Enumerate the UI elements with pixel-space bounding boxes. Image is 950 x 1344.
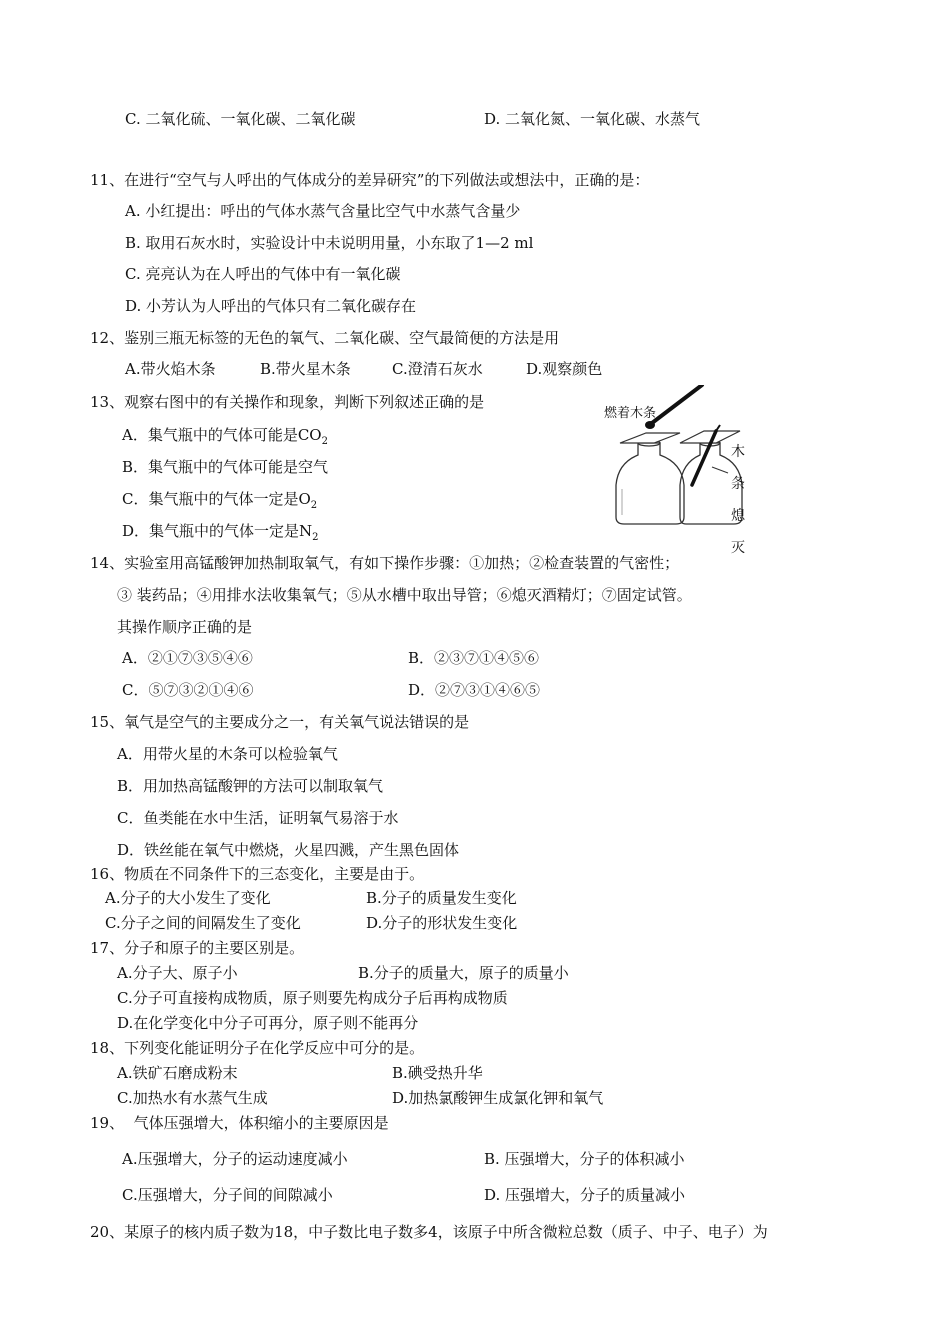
q18-stem: 18、下列变化能证明分子在化学反应中可分的是。	[90, 1039, 425, 1057]
q16-option-d: D.分子的形状发生变化	[366, 914, 518, 932]
q16-option-c: C.分子之间的间隔发生了变化	[105, 914, 301, 932]
q19-option-b: B. 压强增大，分子的体积减小	[484, 1150, 685, 1168]
q20-stem: 20、某原子的核内质子数为18，中子数比电子数多4，该原子中所含微粒总数（质子、中子、电子）为	[90, 1223, 768, 1241]
q14-stem-line3: 其操作顺序正确的是	[117, 618, 253, 636]
q16-option-a: A.分子的大小发生了变化	[105, 889, 271, 907]
q17-option-d: D.在化学变化中分子可再分，原子则不能再分	[117, 1014, 419, 1032]
q10-option-d: D. 二氧化氮、一氧化碳、水蒸气	[484, 110, 701, 128]
q18-option-a: A.铁矿石磨成粉末	[117, 1064, 238, 1082]
q16-option-b: B.分子的质量发生变化	[366, 889, 517, 907]
q11-option-d: D. 小芳认为人呼出的气体只有二氧化碳存在	[125, 297, 417, 315]
subscript: 2	[310, 500, 318, 511]
q14-option-a: A．②①⑦③⑤④⑥	[122, 649, 253, 667]
left-gas-bottle	[616, 440, 684, 524]
q14-stem: 14、实验室用高锰酸钾加热制取氧气，有如下操作步骤：①加热；②检查装置的气密性；	[90, 554, 680, 572]
q19-option-a: A.压强增大，分子的运动速度减小	[122, 1150, 348, 1168]
q15-option-b: B．用加热高锰酸钾的方法可以制取氧气	[117, 777, 384, 795]
extinguished-label-3: 熄	[731, 508, 745, 524]
subscript: 2	[321, 436, 328, 447]
q12-option-a: A.带火焰木条	[125, 360, 216, 378]
q13-option-a: A．集气瓶中的气体可能是$CO_2$	[122, 426, 328, 447]
extinguished-label-2: 条	[731, 476, 745, 492]
q14-option-d: D．②⑦③①④⑥⑤	[408, 681, 541, 699]
q15-option-a: A．用带火星的木条可以检验氧气	[117, 745, 338, 763]
q15-option-c: C．鱼类能在水中生活，证明氧气易溶于水	[117, 809, 399, 827]
q19-stem: 19、 气体压强增大，体积缩小的主要原因是	[90, 1114, 389, 1132]
flame-icon	[645, 421, 655, 429]
q11-stem: 11、在进行“空气与人呼出的气体成分的差异研究”的下列做法或想法中，正确的是：	[90, 171, 650, 189]
extinguished-label-1: 木	[731, 444, 745, 460]
q13-option-d: D．集气瓶中的气体一定是$N_2$	[122, 522, 319, 543]
subscript: 2	[312, 532, 319, 543]
left-glass-plate	[620, 433, 680, 443]
q12-stem: 12、鉴别三瓶无标签的无色的氧气、二氧化碳、空气最简便的方法是用	[90, 329, 560, 347]
q19-option-c: C.压强增大，分子间的间隙减小	[122, 1186, 333, 1204]
q18-option-d: D.加热氯酸钾生成氯化钾和氧气	[392, 1089, 604, 1107]
q10-option-c: C. 二氧化硫、一氧化碳、二氧化碳	[125, 110, 356, 128]
q17-stem: 17、分子和原子的主要区别是。	[90, 939, 305, 957]
q12-option-c: C.澄清石灰水	[392, 360, 483, 378]
burning-stick-label: 燃着木条	[604, 406, 657, 421]
q12-option-d: D.观察颜色	[526, 360, 603, 378]
q17-option-a: A.分子大、原子小	[117, 964, 238, 982]
q17-option-c: C.分子可直接构成物质，原子则要先构成分子后再构成物质	[117, 989, 508, 1007]
q14-option-c: C．⑤⑦③②①④⑥	[122, 681, 254, 699]
q19-option-d: D. 压强增大，分子的质量减小	[484, 1186, 686, 1204]
burning-stick	[652, 385, 702, 423]
q17-option-b: B.分子的质量大，原子的质量小	[358, 964, 569, 982]
q12-option-b: B.带火星木条	[260, 360, 351, 378]
extinguished-label-4: 灭	[731, 540, 745, 556]
q13-option-c: C．集气瓶中的气体一定是$O_2$	[122, 490, 318, 511]
q11-option-b: B. 取用石灰水时，实验设计中未说明用量，小东取了1—2 ml	[125, 234, 534, 252]
q11-option-c: C. 亮亮认为在人呼出的气体中有一氧化碳	[125, 265, 401, 283]
q14-stem-line2: ③ 装药品；④用排水法收集氧气；⑤从水槽中取出导管；⑥熄灭酒精灯；⑦固定试管。	[117, 586, 692, 604]
q14-option-b: B．②③⑦①④⑤⑥	[408, 649, 540, 667]
q16-stem: 16、物质在不同条件下的三态变化，主要是由于。	[90, 865, 425, 883]
q13-option-b: B．集气瓶中的气体可能是空气	[122, 458, 329, 476]
q15-stem: 15、氧气是空气的主要成分之一，有关氧气说法错误的是	[90, 713, 470, 731]
q13-stem: 13、观察右图中的有关操作和现象，判断下列叙述正确的是	[90, 393, 485, 411]
q18-option-b: B.碘受热升华	[392, 1064, 483, 1082]
q11-option-a: A. 小红提出：呼出的气体水蒸气含量比空气中水蒸气含量少	[125, 202, 521, 220]
q18-option-c: C.加热水有水蒸气生成	[117, 1089, 268, 1107]
q15-option-d: D．铁丝能在氧气中燃烧，火星四溅，产生黑色固体	[117, 841, 460, 859]
